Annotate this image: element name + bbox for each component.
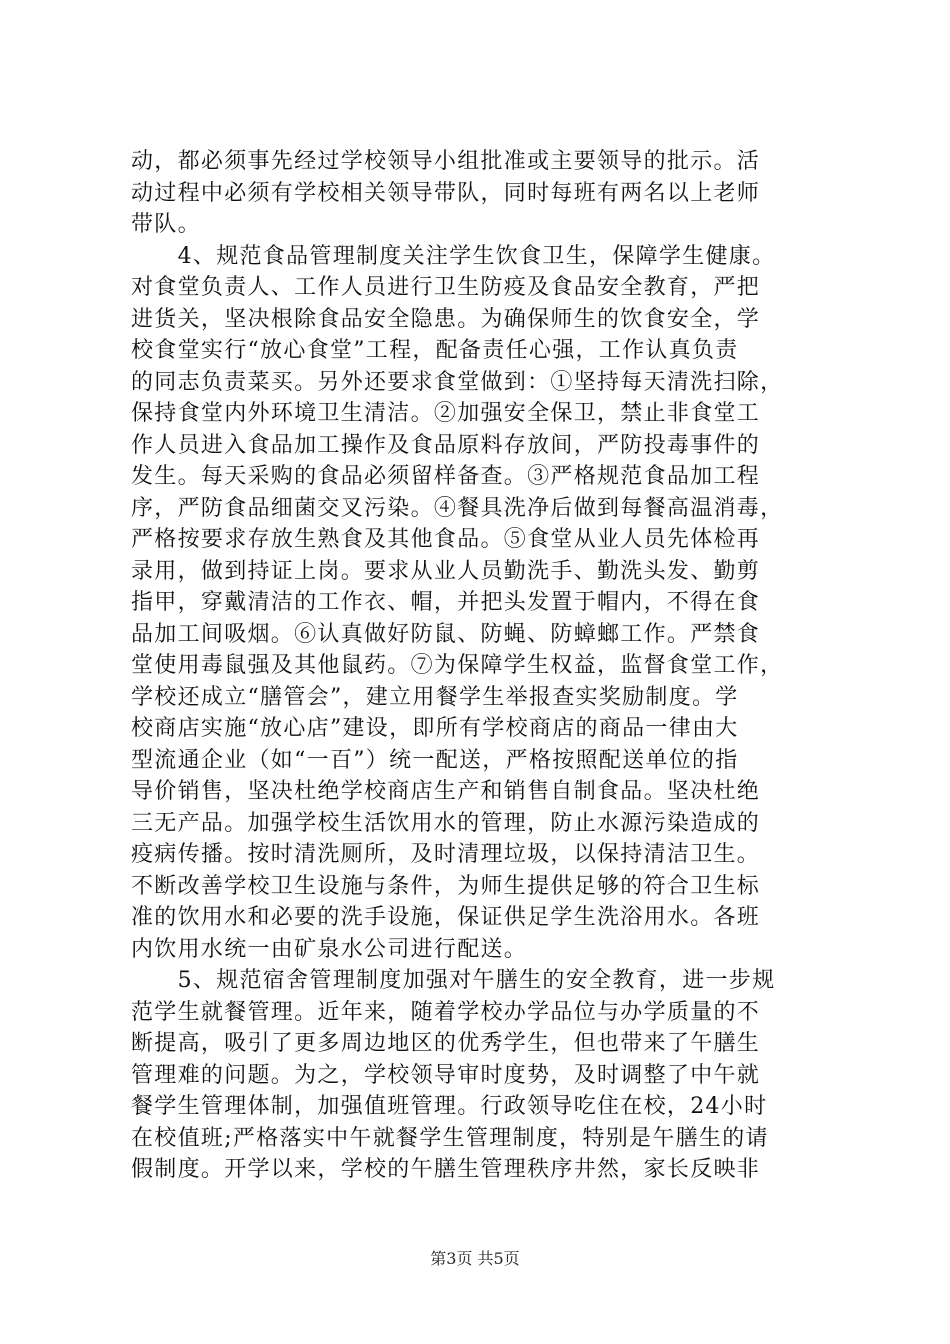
page-footer: 第3页 共5页: [430, 1249, 520, 1268]
text-line: 导价销售，坚决杜绝学校商店生产和销售自制食品。坚决杜绝: [131, 779, 761, 804]
text-line: 进货关，坚决根除食品安全隐患。为确保师生的饮食安全，学: [131, 306, 761, 332]
text-line: 动，都必须事先经过学校领导小组批准或主要领导的批示。活: [131, 149, 761, 174]
text-line: 作人员进入食品加工操作及食品原料存放间，严防投毒事件的: [131, 432, 761, 458]
text-line: 发生。每天采购的食品必须留样备查。③严格规范食品加工程: [131, 464, 761, 489]
text-line: 品加工间吸烟。⑥认真做好防鼠、防蝇、防蟑螂工作。严禁食: [131, 621, 761, 647]
text-line: 堂使用毒鼠强及其他鼠药。⑦为保障学生权益，监督食堂工作，: [131, 653, 784, 678]
text-line: 准的饮用水和必要的洗手设施，保证供足学生洗浴用水。各班: [131, 905, 761, 930]
text-line: 4、规范食品管理制度关注学生饮食卫生，保障学生健康。: [131, 243, 776, 269]
text-line: 断提高，吸引了更多周边地区的优秀学生，但也带来了午膳生: [131, 1031, 761, 1056]
text-line: 校商店实施“放心店”建设，即所有学校商店的商品一律由大: [131, 716, 739, 741]
text-line: 不断改善学校卫生设施与条件，为师生提供足够的符合卫生标: [131, 873, 761, 899]
text-line: 管理难的问题。为之，学校领导审时度势，及时调整了中午就: [131, 1062, 761, 1088]
text-line: 范学生就餐管理。近年来，随着学校办学品位与办学质量的不: [131, 999, 761, 1025]
text-line: 动过程中必须有学校相关领导带队，同时每班有两名以上老师: [131, 180, 761, 206]
text-line: 型流通企业（如“一百”）统一配送，严格按照配送单位的指: [131, 747, 739, 773]
text-line: 疫病传播。按时清洗厕所，及时清理垃圾，以保持清洁卫生。: [131, 842, 761, 867]
text-line: 假制度。开学以来，学校的午膳生管理秩序井然，家长反映非: [131, 1157, 761, 1182]
body-text: [131, 146, 851, 1186]
text-line: 5、规范宿舍管理制度加强对午膳生的安全教育，进一步规: [131, 968, 776, 993]
text-line: 学校还成立“膳管会”，建立用餐学生举报查实奖励制度。学: [131, 684, 739, 710]
text-line: 餐学生管理体制，加强值班管理。行政领导吃住在校，24小时: [131, 1094, 768, 1119]
text-line: 三无产品。加强学校生活饮用水的管理，防止水源污染造成的: [131, 810, 761, 836]
text-line: 录用，做到持证上岗。要求从业人员勤洗手、勤洗头发、勤剪: [131, 558, 761, 584]
text-line: 带队。: [131, 212, 201, 237]
text-line: 在校值班;严格落实中午就餐学生管理制度，特别是午膳生的请: [131, 1125, 769, 1151]
text-line: 校食堂实行“放心食堂”工程，配备责任心强，工作认真负责: [131, 338, 739, 363]
text-line: 严格按要求存放生熟食及其他食品。⑤食堂从业人员先体检再: [131, 527, 761, 552]
text-line: 指甲，穿戴清洁的工作衣、帽，并把头发置于帽内，不得在食: [131, 590, 761, 615]
text-line: 保持食堂内外环境卫生清洁。②加强安全保卫，禁止非食堂工: [131, 401, 761, 426]
text-line: 序，严防食品细菌交叉污染。④餐具洗净后做到每餐高温消毒，: [131, 495, 784, 521]
text-line: 内饮用水统一由矿泉水公司进行配送。: [131, 936, 528, 962]
text-line: 对食堂负责人、工作人员进行卫生防疫及食品安全教育，严把: [131, 275, 761, 300]
text-line: 的同志负责菜买。另外还要求食堂做到：①坚持每天清洗扫除，: [131, 369, 784, 395]
